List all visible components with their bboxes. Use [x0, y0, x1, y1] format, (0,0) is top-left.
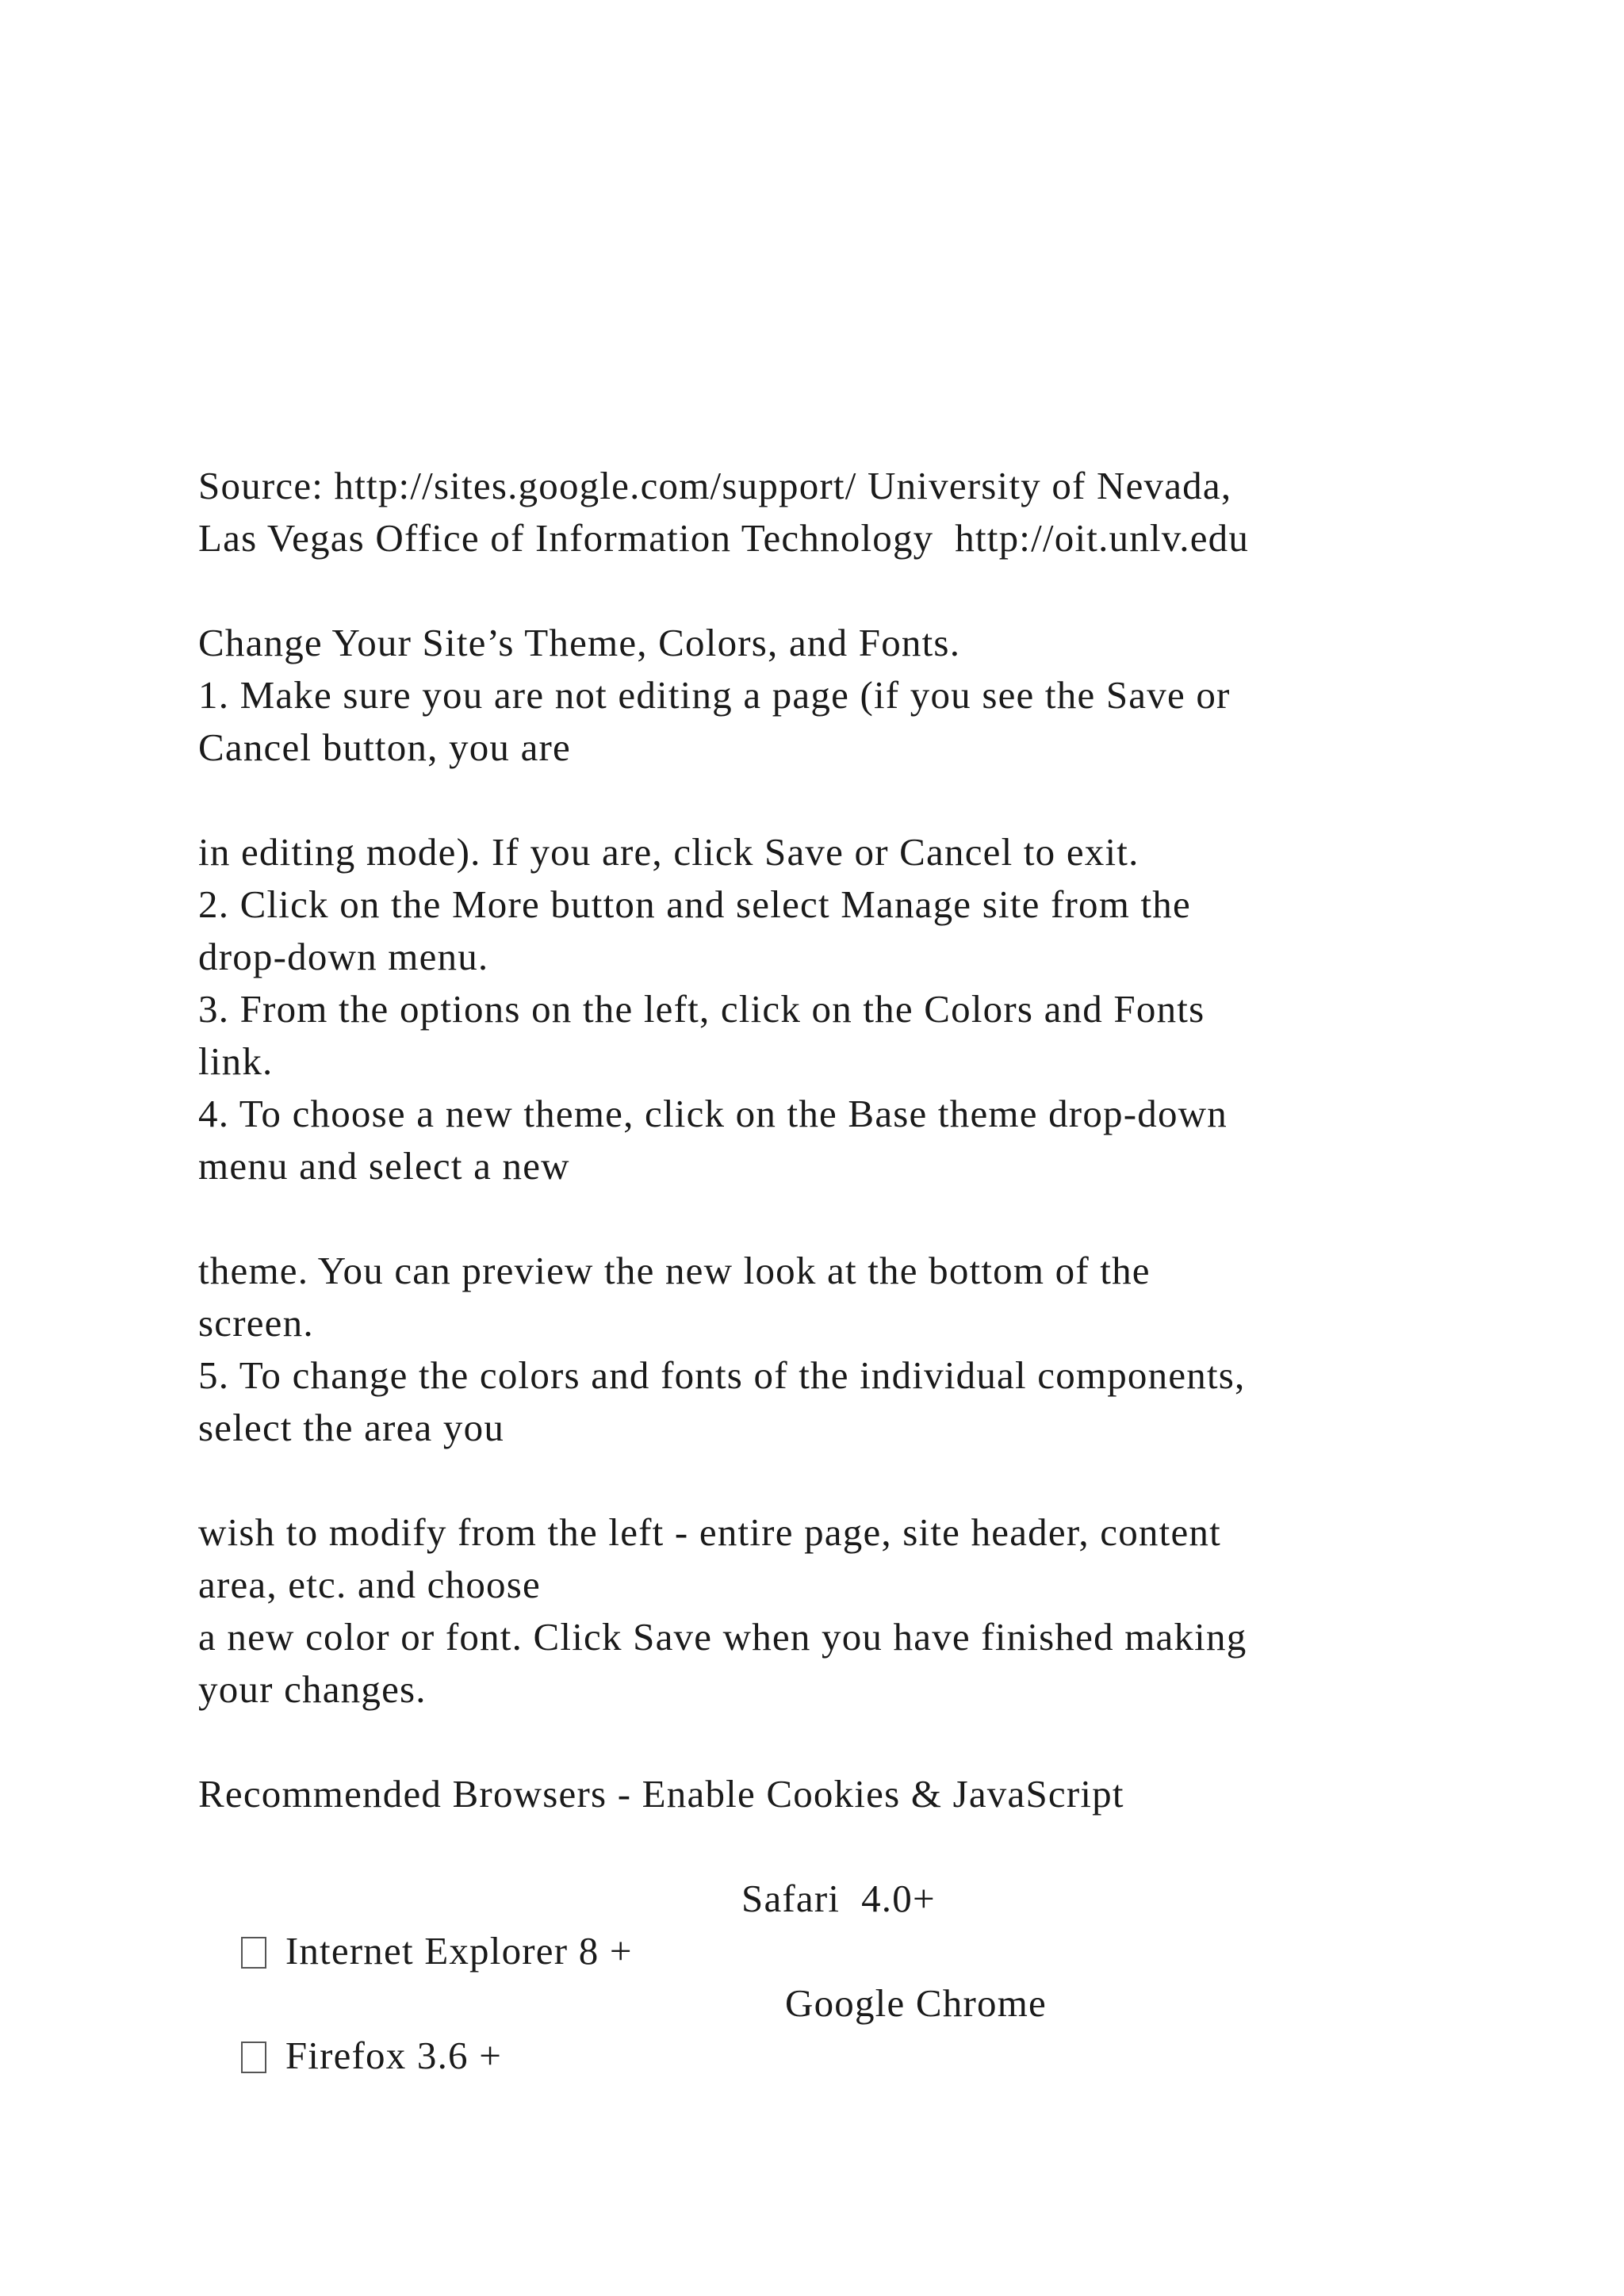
step-5-line-4: area, etc. and choose: [198, 1563, 541, 1606]
browser-internet-explorer: Internet Explorer 8 +: [285, 1929, 633, 1973]
document-page: [198, 460, 1562, 2077]
spacer: [198, 564, 1562, 617]
spacer: [198, 1454, 1562, 1506]
step-4-line-4: screen.: [198, 1301, 314, 1345]
browser-google-chrome: Google Chrome: [785, 1981, 1047, 2025]
step-4-line-3: theme. You can preview the new look at the bottom of the: [198, 1249, 1151, 1292]
step-4-line-1: 4. To choose a new theme, click on the Base theme drop-down: [198, 1092, 1228, 1135]
spacer: [198, 774, 1562, 826]
step-3-line-1: 3. From the options on the left, click on the Colors and Fonts: [198, 987, 1205, 1031]
browser-firefox: Firefox 3.6 +: [285, 2034, 503, 2077]
source-line-2: Las Vegas Office of Information Technology http://oit.unlv.edu: [198, 516, 1250, 560]
step-5-line-2: select the area you: [198, 1406, 505, 1449]
step-4-line-2: menu and select a new: [198, 1144, 570, 1188]
step-3-line-2: link.: [198, 1039, 274, 1083]
step-2-line-2: drop-down menu.: [198, 935, 489, 978]
browser-row-2: [198, 1977, 1562, 2077]
checkbox-bullet-icon: [241, 1937, 266, 1969]
browser-row-1: [198, 1873, 1562, 1973]
browsers-heading: Recommended Browsers - Enable Cookies & JavaScript: [198, 1772, 1124, 1816]
spacer: [198, 1716, 1562, 1768]
spacer: [198, 1192, 1562, 1245]
step-5-line-6: your changes.: [198, 1667, 427, 1711]
checkbox-bullet-icon: [241, 2042, 266, 2073]
browser-safari: Safari 4.0+: [741, 1877, 936, 1920]
step-1-line-2: Cancel button, you are: [198, 725, 571, 769]
step-5-line-5: a new color or font. Click Save when you have finished making: [198, 1615, 1247, 1659]
step-1-line-1: 1. Make sure you are not editing a page (if you see the Save or: [198, 673, 1231, 717]
section-heading: Change Your Site’s Theme, Colors, and Fonts.: [198, 621, 961, 664]
step-5-line-3: wish to modify from the left - entire page, site header, content: [198, 1510, 1221, 1554]
step-2-line-1: 2. Click on the More button and select Manage site from the: [198, 882, 1191, 926]
source-line-1: Source: http://sites.google.com/support/ University of Nevada,: [198, 464, 1232, 507]
spacer: [198, 1820, 1562, 1873]
step-1-line-3: in editing mode). If you are, click Save or Cancel to exit.: [198, 830, 1139, 874]
step-5-line-1: 5. To change the colors and fonts of the individual components,: [198, 1353, 1246, 1397]
